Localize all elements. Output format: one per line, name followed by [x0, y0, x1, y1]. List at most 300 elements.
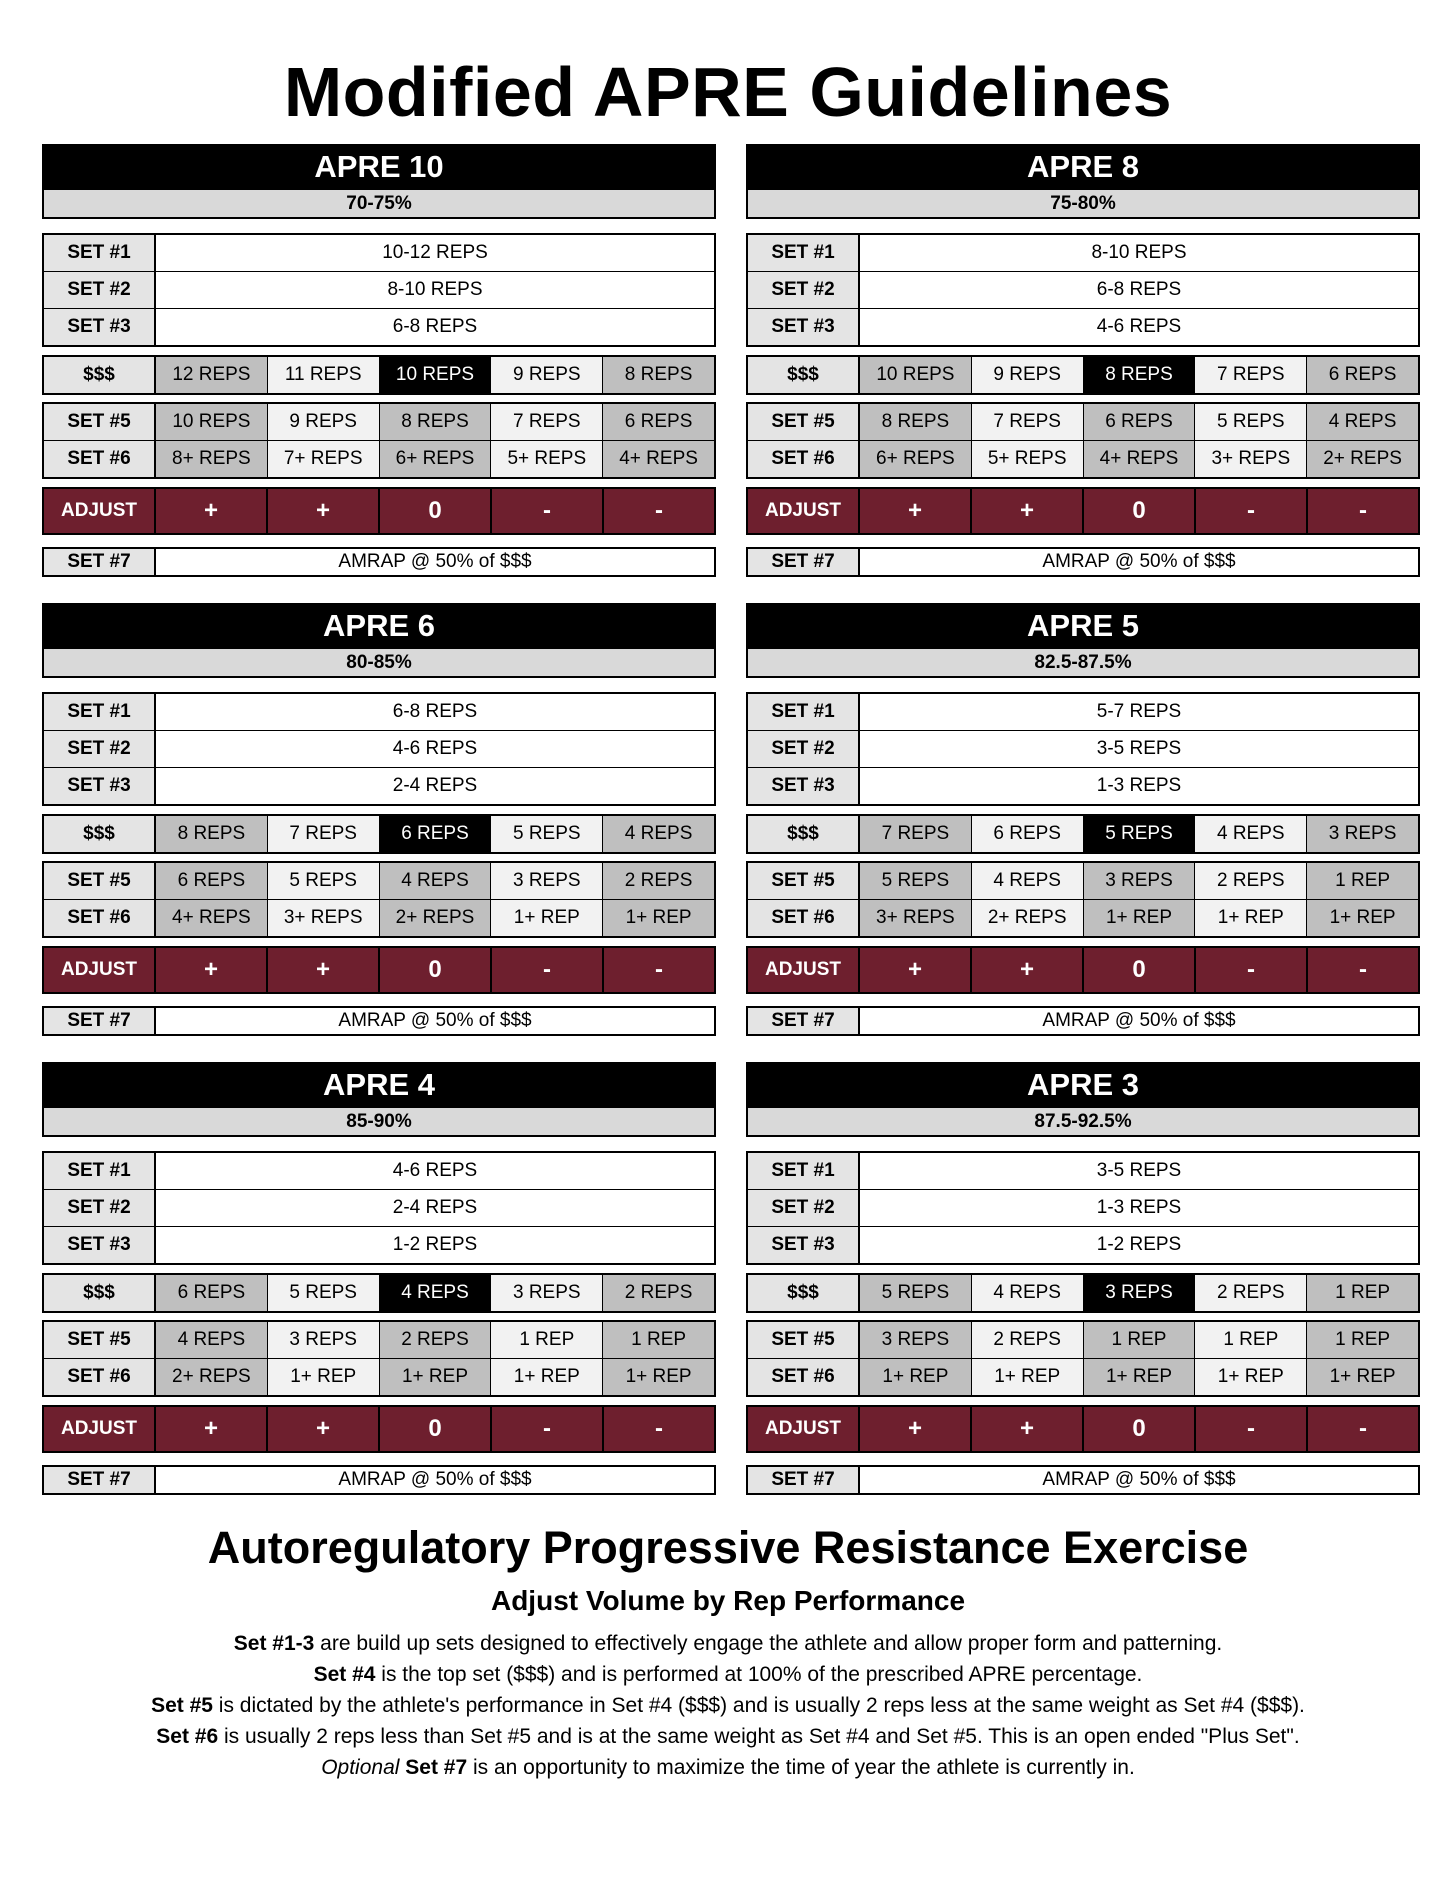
set-label: SET #3	[748, 309, 860, 345]
apre-percent-range: 87.5-92.5%	[746, 1108, 1420, 1137]
top-set-cell: 10 REPS	[860, 357, 971, 393]
set-cell: 2 REPS	[1194, 863, 1306, 899]
set-row	[44, 1153, 714, 1189]
adjust-cells	[860, 489, 1418, 533]
note-lead-bold: Set #7	[405, 1756, 468, 1779]
top-set	[44, 1275, 714, 1311]
set-label: SET #7	[748, 1467, 860, 1493]
set-cells	[860, 1359, 1418, 1395]
set-row	[748, 1322, 1418, 1358]
optional-set	[746, 1006, 1420, 1036]
set-row	[748, 549, 1418, 575]
apre-card	[746, 1062, 1420, 1502]
adjust-cell: +	[970, 1407, 1082, 1451]
adjust-label: ADJUST	[44, 948, 156, 992]
set-label: SET #1	[748, 1153, 860, 1189]
adjust-row	[42, 487, 716, 535]
set-row	[44, 730, 714, 767]
adjust-row	[42, 1405, 716, 1453]
page-title: Modified APRE Guidelines	[283, 53, 1173, 131]
adjust-row	[746, 946, 1420, 994]
set-label: SET #2	[748, 272, 860, 308]
set-cell: 1+ REP	[860, 1359, 971, 1395]
top-set	[748, 1275, 1418, 1311]
adjust-cell: -	[602, 1407, 714, 1451]
set-value: 1-3 REPS	[860, 768, 1418, 804]
set-label: SET #7	[748, 1008, 860, 1034]
top-set	[44, 816, 714, 852]
set-label: SET #5	[44, 1322, 156, 1358]
set-value: 4-6 REPS	[860, 309, 1418, 345]
set-label: SET #1	[44, 694, 156, 730]
set-value: 10-12 REPS	[156, 235, 714, 271]
set-cell: 4 REPS	[971, 863, 1083, 899]
set-label: SET #1	[44, 1153, 156, 1189]
adjust-cell: +	[266, 489, 378, 533]
set-value: AMRAP @ 50% of $$$	[156, 1467, 714, 1493]
top-set-cells	[156, 357, 714, 393]
set-value: 8-10 REPS	[860, 235, 1418, 271]
optional-set	[746, 1465, 1420, 1495]
back-off-sets	[746, 861, 1420, 938]
set-row	[748, 730, 1418, 767]
top-set-row	[746, 814, 1420, 854]
set-row	[748, 404, 1418, 440]
set-cell: 1 REP	[1306, 863, 1418, 899]
set-label: SET #6	[44, 441, 156, 477]
set-cell: 7 REPS	[971, 404, 1083, 440]
set-cell: 8+ REPS	[156, 441, 267, 477]
set-cell: 3+ REPS	[1194, 441, 1306, 477]
set-label: SET #6	[748, 1359, 860, 1395]
top-set	[748, 816, 1418, 852]
top-set-cells	[860, 1275, 1418, 1311]
top-set-cell: 6 REPS	[1306, 357, 1418, 393]
set-row	[44, 694, 714, 730]
top-set-cell: 4 REPS	[1194, 816, 1306, 852]
footer-note	[0, 1628, 1456, 1659]
set-cell: 1 REP	[602, 1322, 714, 1358]
top-set-row	[746, 1273, 1420, 1313]
top-set-cell: 6 REPS	[379, 816, 491, 852]
set-label: SET #1	[748, 235, 860, 271]
set-value: 3-5 REPS	[860, 731, 1418, 767]
set-row	[748, 440, 1418, 477]
set-cell: 1+ REP	[602, 900, 714, 936]
top-set-cell: 10 REPS	[379, 357, 491, 393]
adjust	[44, 1407, 714, 1451]
set-value: 2-4 REPS	[156, 1190, 714, 1226]
top-set-cell: 4 REPS	[971, 1275, 1083, 1311]
optional-set	[42, 1006, 716, 1036]
apre-card	[746, 603, 1420, 1043]
top-set-cell: 5 REPS	[1083, 816, 1195, 852]
apre-card-title: APRE 4	[42, 1062, 716, 1108]
note-lead-bold: Set #5	[151, 1694, 213, 1717]
apre-card-title: APRE 8	[746, 144, 1420, 190]
set-row	[44, 1358, 714, 1395]
set-cell: 6 REPS	[1083, 404, 1195, 440]
set-cell: 1 REP	[490, 1322, 602, 1358]
set-cell: 6 REPS	[156, 863, 267, 899]
adjust	[748, 489, 1418, 533]
set-cell: 8 REPS	[860, 404, 971, 440]
set-cell: 2+ REPS	[156, 1359, 267, 1395]
set-value: 5-7 REPS	[860, 694, 1418, 730]
set-row	[748, 899, 1418, 936]
top-set-cell: 9 REPS	[490, 357, 602, 393]
set-row	[748, 1153, 1418, 1189]
set-cells	[156, 1322, 714, 1358]
adjust-cell: +	[970, 948, 1082, 992]
apre-card-title: APRE 10	[42, 144, 716, 190]
set-row	[44, 1189, 714, 1226]
set-cell: 2+ REPS	[1306, 441, 1418, 477]
set-value: AMRAP @ 50% of $$$	[860, 1008, 1418, 1034]
set-cell: 1+ REP	[490, 1359, 602, 1395]
note-text: is an opportunity to maximize the time of year the athlete is currently in.	[467, 1756, 1135, 1779]
set-label: SET #2	[748, 731, 860, 767]
set-cell: 1+ REP	[267, 1359, 379, 1395]
set-label: SET #7	[748, 549, 860, 575]
set-cells	[156, 441, 714, 477]
set-cell: 2+ REPS	[971, 900, 1083, 936]
adjust-cell: +	[860, 948, 970, 992]
optional-set	[746, 547, 1420, 577]
adjust-cell: -	[1306, 948, 1418, 992]
top-set-cell: 2 REPS	[602, 1275, 714, 1311]
set-label: SET #6	[748, 900, 860, 936]
footer-note	[0, 1752, 1456, 1783]
adjust-label: ADJUST	[748, 1407, 860, 1451]
set-row	[748, 694, 1418, 730]
set-row	[44, 899, 714, 936]
top-set-cell: 7 REPS	[1194, 357, 1306, 393]
apre-percent-range: 75-80%	[746, 190, 1420, 219]
top-set-cell: 8 REPS	[1083, 357, 1195, 393]
top-set-cell: 12 REPS	[156, 357, 267, 393]
set-label: SET #5	[44, 404, 156, 440]
adjust-cell: -	[1194, 1407, 1306, 1451]
top-set-cell: 7 REPS	[267, 816, 379, 852]
set-row	[748, 1467, 1418, 1493]
adjust-cell: -	[490, 948, 602, 992]
set-label: SET #7	[44, 549, 156, 575]
set-value: 2-4 REPS	[156, 768, 714, 804]
set-cell: 3+ REPS	[860, 900, 971, 936]
adjust	[748, 1407, 1418, 1451]
set-cell: 2 REPS	[379, 1322, 491, 1358]
set-cell: 5+ REPS	[490, 441, 602, 477]
set-cell: 5 REPS	[860, 863, 971, 899]
adjust-cell: +	[970, 489, 1082, 533]
build-up-sets	[746, 1151, 1420, 1265]
set-value: 6-8 REPS	[860, 272, 1418, 308]
set-value: 4-6 REPS	[156, 1153, 714, 1189]
set-value: 1-3 REPS	[860, 1190, 1418, 1226]
adjust-cells	[860, 948, 1418, 992]
adjust-cell: -	[490, 1407, 602, 1451]
set-row	[44, 404, 714, 440]
adjust-row	[42, 946, 716, 994]
set-cell: 1+ REP	[1194, 900, 1306, 936]
set-label: SET #1	[748, 694, 860, 730]
note-text: is usually 2 reps less than Set #5 and is at the same weight as Set #4 and Set #5. This is an open ended "Plus Set".	[218, 1725, 1300, 1748]
set-row	[44, 767, 714, 804]
set-row	[748, 1189, 1418, 1226]
top-set-label: $$$	[44, 357, 156, 393]
set-value: 4-6 REPS	[156, 731, 714, 767]
set-row	[748, 271, 1418, 308]
set-label: SET #5	[748, 1322, 860, 1358]
top-set	[748, 357, 1418, 393]
set-cells	[860, 900, 1418, 936]
adjust-cell: +	[860, 489, 970, 533]
adjust	[44, 948, 714, 992]
apre-percent-range: 85-90%	[42, 1108, 716, 1137]
note-lead-bold: Set #6	[156, 1725, 219, 1748]
optional-set	[42, 547, 716, 577]
adjust-cell: -	[1194, 948, 1306, 992]
footer-subtitle: Adjust Volume by Rep Performance	[490, 1585, 966, 1616]
footer-title: Autoregulatory Progressive Resistance Exercise	[207, 1522, 1249, 1573]
set-row	[748, 235, 1418, 271]
top-set-label: $$$	[748, 816, 860, 852]
footer-note	[0, 1659, 1456, 1690]
set-cells	[156, 900, 714, 936]
top-set-cell: 4 REPS	[602, 816, 714, 852]
set-row	[44, 549, 714, 575]
set-cells	[156, 863, 714, 899]
adjust-cell: 0	[378, 1407, 490, 1451]
adjust-cell: +	[266, 948, 378, 992]
set-cell: 7 REPS	[490, 404, 602, 440]
top-set-cell: 5 REPS	[267, 1275, 379, 1311]
top-set-cell: 5 REPS	[860, 1275, 971, 1311]
set-cells	[156, 404, 714, 440]
apre-percent-range: 70-75%	[42, 190, 716, 219]
set-cell: 1+ REP	[602, 1359, 714, 1395]
set-label: SET #3	[748, 1227, 860, 1263]
set-cell: 3 REPS	[860, 1322, 971, 1358]
set-label: SET #7	[44, 1467, 156, 1493]
apre-card-title: APRE 6	[42, 603, 716, 649]
set-cell: 2+ REPS	[379, 900, 491, 936]
set-cell: 3 REPS	[267, 1322, 379, 1358]
set-row	[44, 1226, 714, 1263]
note-text: is dictated by the athlete's performance in Set #4 ($$$) and is usually 2 reps less at the same weight as Set #4 ($$$).	[212, 1694, 1305, 1717]
set-label: SET #1	[44, 235, 156, 271]
top-set-cell: 2 REPS	[1194, 1275, 1306, 1311]
adjust-cell: +	[156, 489, 266, 533]
apre-card	[42, 144, 716, 584]
set-cell: 7+ REPS	[267, 441, 379, 477]
set-cell: 9 REPS	[267, 404, 379, 440]
set-label: SET #5	[748, 404, 860, 440]
top-set-cell: 5 REPS	[490, 816, 602, 852]
adjust-cell: +	[266, 1407, 378, 1451]
set-cell: 4 REPS	[156, 1322, 267, 1358]
top-set-cell: 3 REPS	[1083, 1275, 1195, 1311]
set-cell: 5 REPS	[267, 863, 379, 899]
adjust-cells	[156, 948, 714, 992]
adjust-cell: -	[1306, 1407, 1418, 1451]
set-cell: 1 REP	[1194, 1322, 1306, 1358]
adjust-cell: 0	[1082, 1407, 1194, 1451]
set-cell: 1+ REP	[1306, 900, 1418, 936]
back-off-sets	[42, 861, 716, 938]
set-cell: 3+ REPS	[267, 900, 379, 936]
set-cell: 8 REPS	[379, 404, 491, 440]
set-cells	[860, 404, 1418, 440]
top-set-cells	[156, 1275, 714, 1311]
apre-card	[42, 603, 716, 1043]
adjust-cells	[156, 1407, 714, 1451]
set-cell: 2 REPS	[602, 863, 714, 899]
set-row	[44, 271, 714, 308]
build-up-sets	[42, 233, 716, 347]
set-value: 6-8 REPS	[156, 694, 714, 730]
set-cell: 1+ REP	[1083, 900, 1195, 936]
adjust-cell: 0	[378, 489, 490, 533]
set-cell: 1+ REP	[1083, 1359, 1195, 1395]
top-set-cells	[860, 357, 1418, 393]
set-cell: 3 REPS	[490, 863, 602, 899]
top-set-cell: 1 REP	[1306, 1275, 1418, 1311]
top-set-cell: 7 REPS	[860, 816, 971, 852]
note-lead-bold: Set #4	[313, 1663, 376, 1686]
set-cell: 4 REPS	[1306, 404, 1418, 440]
set-cell: 1+ REP	[1194, 1359, 1306, 1395]
adjust-cell: -	[1306, 489, 1418, 533]
set-label: SET #3	[44, 768, 156, 804]
set-value: AMRAP @ 50% of $$$	[860, 549, 1418, 575]
set-label: SET #3	[748, 768, 860, 804]
set-row	[44, 235, 714, 271]
top-set-cell: 11 REPS	[267, 357, 379, 393]
set-label: SET #3	[44, 1227, 156, 1263]
set-row	[44, 863, 714, 899]
build-up-sets	[42, 692, 716, 806]
adjust-cell: +	[156, 948, 266, 992]
set-cell: 4+ REPS	[156, 900, 267, 936]
set-label: SET #6	[44, 1359, 156, 1395]
set-row	[44, 308, 714, 345]
apre-card	[42, 1062, 716, 1502]
top-set-label: $$$	[44, 1275, 156, 1311]
set-cells	[860, 1322, 1418, 1358]
apre-percent-range: 82.5-87.5%	[746, 649, 1420, 678]
top-set-row	[746, 355, 1420, 395]
back-off-sets	[746, 402, 1420, 479]
top-set-label: $$$	[44, 816, 156, 852]
set-value: 3-5 REPS	[860, 1153, 1418, 1189]
set-row	[748, 767, 1418, 804]
set-cells	[860, 441, 1418, 477]
adjust-cell: -	[602, 489, 714, 533]
apre-card-title: APRE 5	[746, 603, 1420, 649]
set-label: SET #5	[748, 863, 860, 899]
adjust-row	[746, 487, 1420, 535]
note-text: is the top set ($$$) and is performed at 100% of the prescribed APRE percentage.	[375, 1663, 1143, 1686]
adjust-cell: 0	[378, 948, 490, 992]
set-cell: 1+ REP	[971, 1359, 1083, 1395]
set-row	[748, 308, 1418, 345]
set-value: 8-10 REPS	[156, 272, 714, 308]
set-cell: 1+ REP	[1306, 1359, 1418, 1395]
adjust-cells	[156, 489, 714, 533]
set-cell: 5+ REPS	[971, 441, 1083, 477]
top-set-cell: 4 REPS	[379, 1275, 491, 1311]
adjust-label: ADJUST	[44, 1407, 156, 1451]
optional-set	[42, 1465, 716, 1495]
build-up-sets	[746, 692, 1420, 806]
top-set-cell: 8 REPS	[602, 357, 714, 393]
set-label: SET #2	[748, 1190, 860, 1226]
set-value: 6-8 REPS	[156, 309, 714, 345]
set-cell: 4+ REPS	[1083, 441, 1195, 477]
back-off-sets	[42, 402, 716, 479]
set-label: SET #6	[748, 441, 860, 477]
top-set-cell: 3 REPS	[1306, 816, 1418, 852]
adjust	[44, 489, 714, 533]
back-off-sets	[746, 1320, 1420, 1397]
set-row	[44, 1467, 714, 1493]
footer-note	[0, 1721, 1456, 1752]
top-set-row	[42, 814, 716, 854]
note-lead-italic: Optional	[321, 1756, 406, 1779]
set-row	[748, 1226, 1418, 1263]
top-set-row	[42, 1273, 716, 1313]
set-cells	[156, 1359, 714, 1395]
adjust-row	[746, 1405, 1420, 1453]
adjust-label: ADJUST	[44, 489, 156, 533]
adjust-cells	[860, 1407, 1418, 1451]
top-set-cells	[156, 816, 714, 852]
set-cells	[860, 863, 1418, 899]
set-value: 1-2 REPS	[860, 1227, 1418, 1263]
set-row	[748, 863, 1418, 899]
adjust-cell: -	[602, 948, 714, 992]
set-value: AMRAP @ 50% of $$$	[156, 1008, 714, 1034]
set-cell: 4 REPS	[379, 863, 491, 899]
set-cell: 1+ REP	[490, 900, 602, 936]
note-lead-bold: Set #1-3	[233, 1632, 315, 1655]
adjust-cell: +	[156, 1407, 266, 1451]
top-set-cell: 6 REPS	[156, 1275, 267, 1311]
footer-note	[0, 1690, 1456, 1721]
set-cell: 1 REP	[1306, 1322, 1418, 1358]
adjust-cell: +	[860, 1407, 970, 1451]
top-set-cell: 3 REPS	[490, 1275, 602, 1311]
set-cell: 4+ REPS	[602, 441, 714, 477]
adjust-cell: -	[1194, 489, 1306, 533]
back-off-sets	[42, 1320, 716, 1397]
set-cell: 1 REP	[1083, 1322, 1195, 1358]
set-cell: 2 REPS	[971, 1322, 1083, 1358]
top-set-row	[42, 355, 716, 395]
note-text: are build up sets designed to effectively engage the athlete and allow proper form and patterning.	[314, 1632, 1223, 1655]
top-set	[44, 357, 714, 393]
set-row	[44, 1008, 714, 1034]
set-label: SET #2	[44, 731, 156, 767]
set-cell: 3 REPS	[1083, 863, 1195, 899]
adjust-label: ADJUST	[748, 489, 860, 533]
set-cell: 5 REPS	[1194, 404, 1306, 440]
adjust-cell: -	[490, 489, 602, 533]
set-row	[748, 1008, 1418, 1034]
set-cell: 6+ REPS	[860, 441, 971, 477]
